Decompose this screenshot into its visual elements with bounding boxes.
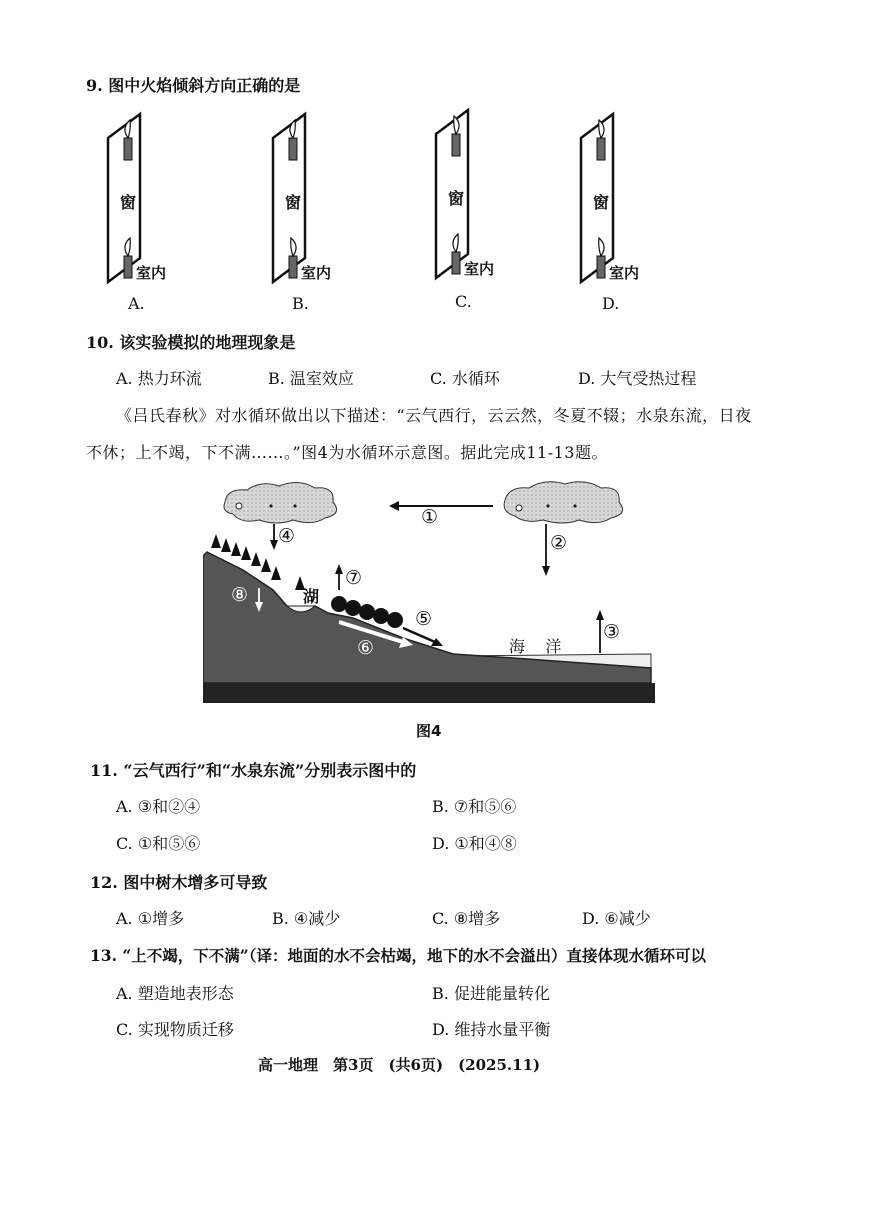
q9-option-b[interactable]: B. — [292, 294, 309, 313]
window-diagram-d — [573, 108, 693, 288]
q12-stem: 12. 图中树木增多可导致 — [90, 873, 268, 892]
q12-option-b[interactable]: B. ④减少 — [272, 909, 341, 928]
q11-option-b[interactable]: B. ⑦和⑤⑥ — [432, 797, 517, 816]
arrow-4-land-precipitation — [270, 524, 278, 550]
q13-option-a[interactable]: A. 塑造地表形态 — [116, 984, 234, 1003]
room-label: 室内 — [609, 264, 640, 282]
passage-line-1: 《吕氏春秋》对水循环做出以下描述：“云气西行，云云然，冬夏不辍；水泉东流，日夜 — [116, 406, 752, 425]
cloud-left — [224, 482, 337, 523]
marker-5: ⑤ — [415, 608, 433, 630]
q13-stem: 13. “上不竭，下不满”（译：地面的水不会枯竭，地下的水不会溢出）直接体现水循环可以 — [90, 946, 706, 965]
page-footer: 高一地理 第3页 (共6页) (2025.11) — [258, 1056, 541, 1074]
q10-option-a[interactable]: A. 热力环流 — [116, 369, 202, 388]
arrow-1-advection — [389, 501, 493, 511]
q13-option-b[interactable]: B. 促进能量转化 — [432, 984, 550, 1003]
q12-option-d[interactable]: D. ⑥减少 — [582, 909, 651, 928]
marker-4: ④ — [278, 525, 296, 547]
window-label: 窗 — [448, 189, 465, 208]
ocean-label: 海 洋 — [509, 637, 562, 656]
q9-diagram-b — [265, 108, 385, 288]
water-cycle-diagram — [203, 478, 655, 704]
q12-option-c[interactable]: C. ⑧增多 — [432, 909, 501, 928]
q9-stem: 9. 图中火焰倾斜方向正确的是 — [86, 76, 301, 95]
marker-8: ⑧ — [231, 584, 249, 606]
marker-7: ⑦ — [345, 567, 363, 589]
window-diagram-c — [428, 104, 548, 284]
q13-option-d[interactable]: D. 维持水量平衡 — [432, 1020, 551, 1039]
q9-option-d[interactable]: D. — [602, 294, 620, 313]
q9-option-c[interactable]: C. — [455, 292, 472, 311]
q11-option-a[interactable]: A. ③和②④ — [116, 797, 201, 816]
q10-stem: 10. 该实验模拟的地理现象是 — [86, 333, 296, 352]
window-diagram-a — [100, 108, 220, 288]
q10-option-b[interactable]: B. 温室效应 — [268, 369, 354, 388]
q10-option-d[interactable]: D. 大气受热过程 — [578, 369, 697, 388]
passage-line-2: 不休；上不竭，下不满……。”图4为水循环示意图。据此完成11-13题。 — [86, 443, 608, 462]
window-label: 窗 — [285, 193, 302, 212]
q12-option-a[interactable]: A. ①增多 — [116, 909, 185, 928]
q9-diagram-d — [573, 108, 693, 288]
figure-caption: 图4 — [416, 722, 442, 740]
q13-option-c[interactable]: C. 实现物质迁移 — [116, 1020, 234, 1039]
bedrock-layer — [203, 683, 655, 703]
window-label: 窗 — [120, 193, 137, 212]
lake-label: 湖 — [303, 587, 320, 606]
window-label: 窗 — [593, 193, 610, 212]
room-label: 室内 — [301, 264, 332, 282]
marker-6: ⑥ — [357, 637, 375, 659]
marker-3: ③ — [603, 621, 621, 643]
q11-stem: 11. “云气西行”和“水泉东流”分别表示图中的 — [90, 761, 417, 780]
marker-2: ② — [550, 532, 568, 554]
window-diagram-b — [265, 108, 385, 288]
room-label: 室内 — [136, 264, 167, 282]
cloud-right — [504, 482, 622, 523]
q9-diagram-a — [100, 108, 220, 288]
q9-diagram-c — [428, 104, 548, 284]
q9-option-a[interactable]: A. — [128, 294, 145, 313]
q10-option-c[interactable]: C. 水循环 — [430, 369, 500, 388]
arrow-7-evapotranspiration — [335, 564, 343, 590]
room-label: 室内 — [464, 260, 495, 278]
q11-option-c[interactable]: C. ①和⑤⑥ — [116, 834, 201, 853]
arrow-2-ocean-precipitation — [542, 524, 550, 576]
q11-option-d[interactable]: D. ①和④⑧ — [432, 834, 517, 853]
marker-1: ① — [421, 506, 439, 528]
